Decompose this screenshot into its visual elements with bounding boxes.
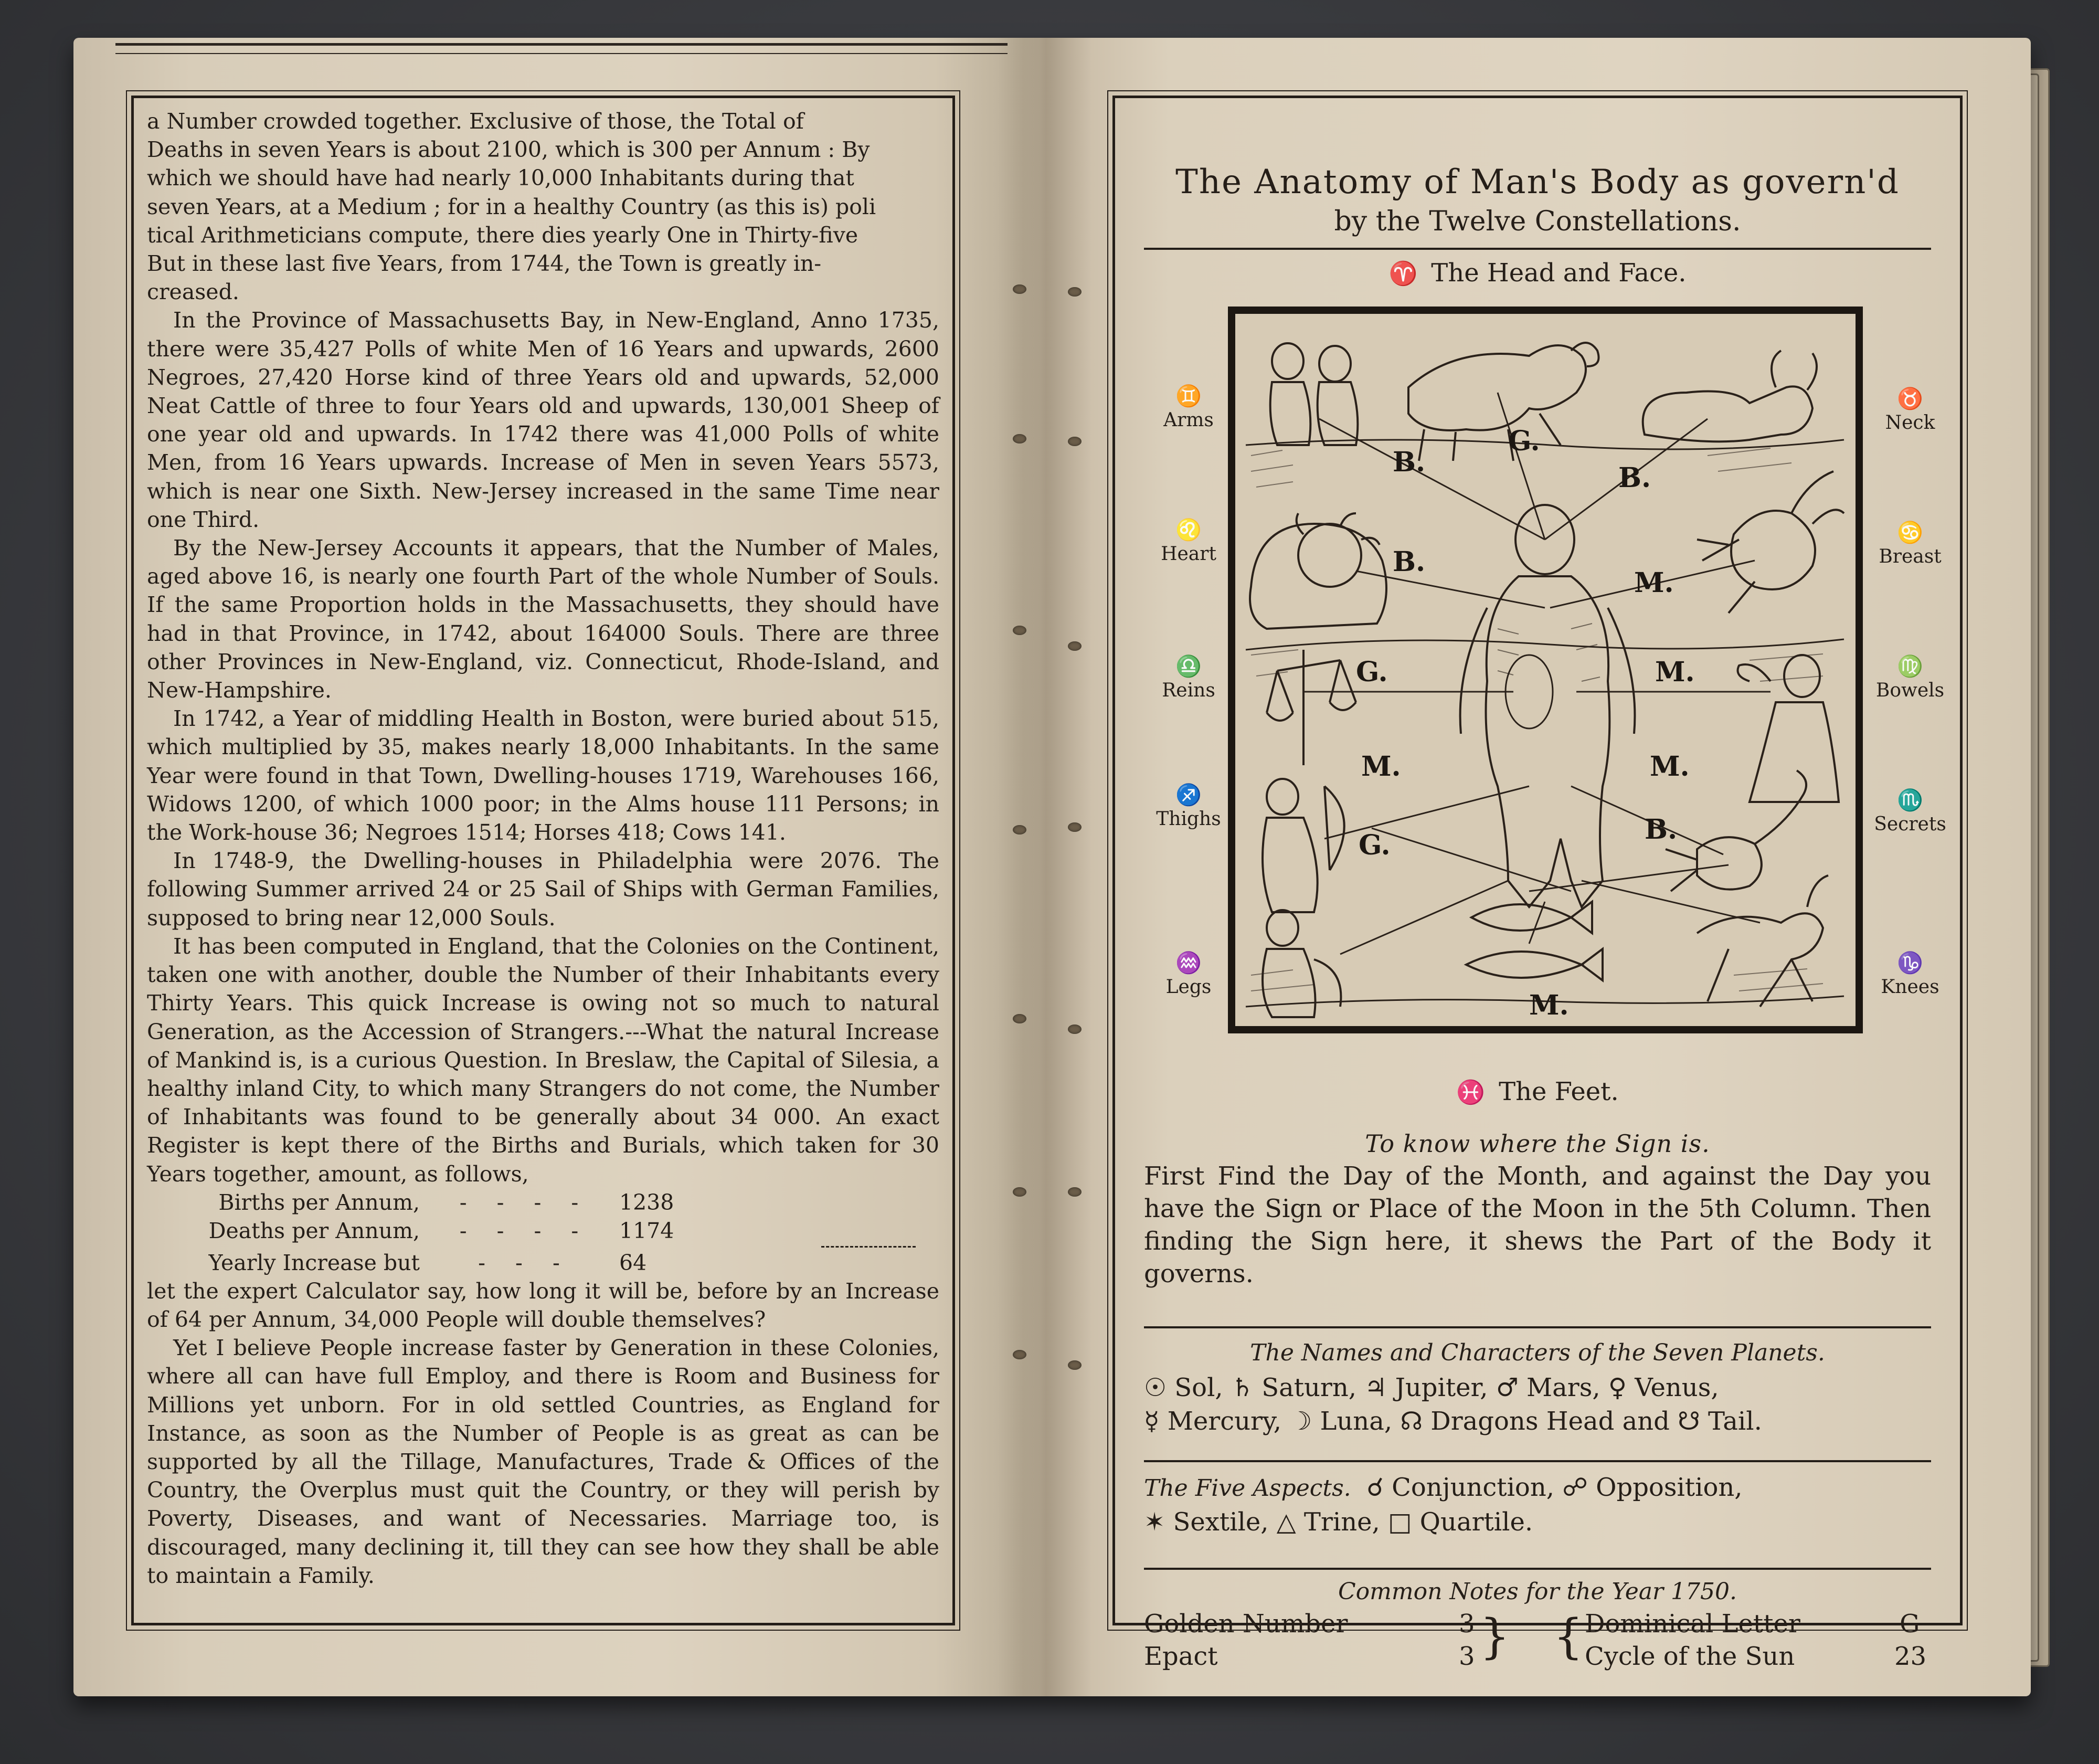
notes-value: 3 bbox=[1459, 1642, 1475, 1671]
woodcut-illustration bbox=[1235, 314, 1856, 1026]
stitch-hole bbox=[1068, 1187, 1082, 1197]
head-sign-caption bbox=[1123, 258, 1952, 288]
table-value: 64 bbox=[619, 1250, 647, 1275]
stitch-hole bbox=[1068, 437, 1082, 446]
zodiac-label-secrets bbox=[1873, 788, 1947, 837]
label-text: Heart bbox=[1161, 543, 1216, 565]
aspect-letter: G. bbox=[1359, 829, 1391, 861]
capricorn-icon: ♑ bbox=[1897, 951, 1923, 975]
paragraph-believe: Yet I believe People increase faster by Generation in these Colonies, where all can have full Employ, and there is Room and Business for Millions yet unborn. For in old settled Countries, as England for Instance, as soon as the Number of People is as great as can be supported by all the Tillage, Manufactures, Trade & Offices of the Country, the Overplus must quit the Country, or they will perish by Poverty, Diseases, and want of Necessaries. Marriage too, is discouraged, many declining it, till they can see how they shall be able to maintain a Family. bbox=[147, 1335, 939, 1588]
zodiac-label-neck bbox=[1873, 387, 1947, 435]
stitch-hole bbox=[1013, 1014, 1026, 1023]
table-rule bbox=[821, 1246, 916, 1248]
paragraph-new-jersey: By the New-Jersey Accounts it appears, that the Number of Males, aged above 16, is nearly one fourth Part of the whole Number of Souls. If the same Proportion holds in the Massachusetts, they should have had in that Province, in 1742, about 164000 Souls. There are three other Provinces in New-England, viz. Connecticut, Rhode-Island, and New-Hampshire. bbox=[147, 535, 939, 703]
virgo-icon: ♍ bbox=[1897, 654, 1923, 679]
table-label: Births per Annum, bbox=[218, 1189, 420, 1215]
stitch-hole bbox=[1013, 626, 1026, 635]
paragraph-province: In the Province of Massachusetts Bay, in New-England, Anno 1735, there were 35,427 Polls of white Men of 16 Years and upwards, 2600 Negroes, 27,420 Horse kind of three Years old and upwards, 52,000 Neat Cattle of three to four Years old and upwards, 130,001 Sheep of one year old and upwards. In 1742 there was 41,000 Polls of white Men, from 16 Years upwards. Increase of Men in seven Years 5573, which is near one Sixth. New-Jersey increased in the same Time near one Third. bbox=[147, 308, 939, 532]
stitch-hole bbox=[1013, 284, 1026, 294]
paragraph-philadelphia: In 1748-9, the Dwelling-houses in Philadelphia were 2076. The following Summer arrived 24 or 25 Sail of Ships with German Families, supposed to bring near 12,000 Souls. bbox=[147, 848, 939, 931]
aspect-letter: B. bbox=[1645, 814, 1678, 846]
divider bbox=[1144, 248, 1931, 250]
feet-sign-label: The Feet. bbox=[1499, 1077, 1619, 1106]
text-line: seven Years, at a Medium ; for in a healthy Country (as this is) poli bbox=[147, 194, 876, 219]
zodiac-man-woodcut bbox=[1228, 307, 1863, 1033]
zodiac-label-arms bbox=[1152, 384, 1225, 432]
text-line: which we should have had nearly 10,000 Inhabitants during that bbox=[147, 165, 854, 191]
stitch-hole bbox=[1013, 825, 1026, 835]
label-text: Neck bbox=[1885, 412, 1935, 434]
table-row bbox=[147, 1217, 939, 1245]
aspect-letter: M. bbox=[1529, 989, 1569, 1021]
left-page-text bbox=[147, 107, 939, 1590]
divider bbox=[1144, 1326, 1931, 1328]
notes-label: Epact bbox=[1144, 1642, 1218, 1671]
aspects-list bbox=[1144, 1471, 1931, 1539]
text-line: Deaths in seven Years is about 2100, which is 300 per Annum : By bbox=[147, 137, 870, 163]
aspects-line: ☌ Conjunction, ☍ Opposition, bbox=[1366, 1473, 1743, 1502]
notes-value: G bbox=[1900, 1609, 1920, 1639]
libra-icon: ♎ bbox=[1175, 654, 1202, 679]
stitch-hole bbox=[1068, 287, 1082, 297]
notes-label: Dominical Letter bbox=[1585, 1609, 1800, 1639]
aspects-line: ✶ Sextile, △ Trine, □ Quartile. bbox=[1144, 1507, 1533, 1537]
divider bbox=[1144, 1460, 1931, 1462]
scorpio-icon: ♏ bbox=[1897, 788, 1923, 812]
label-text: Knees bbox=[1881, 976, 1939, 998]
aspect-letter: B. bbox=[1393, 446, 1426, 478]
planets-line: ☉ Sol, ♄ Saturn, ♃ Jupiter, ♂ Mars, ♀ Venus, bbox=[1144, 1373, 1719, 1402]
howto-heading: To know where the Sign is. bbox=[1365, 1129, 1710, 1158]
howto-text: First Find the Day of the Month, and against the Day you have the Sign or Place of the Moon in the 5th Column. Then finding the Sign here, it shews the Part of the Body it governs. bbox=[1144, 1161, 1931, 1288]
paragraph-calculator: let the expert Calculator say, how long it will be, before by an Increase of 64 per Annum, 34,000 People will double themselves? bbox=[147, 1278, 939, 1332]
book-gutter bbox=[997, 38, 1091, 1696]
stitch-hole bbox=[1013, 1187, 1026, 1197]
zodiac-label-heart bbox=[1152, 518, 1225, 566]
zodiac-label-reins bbox=[1152, 654, 1225, 703]
text-line: creased. bbox=[147, 279, 239, 305]
notes-heading: Common Notes for the Year 1750. bbox=[1338, 1578, 1737, 1605]
text-line: a Number crowded together. Exclusive of those, the Total of bbox=[147, 109, 804, 134]
sagittarius-icon: ♐ bbox=[1175, 783, 1202, 807]
label-text: Secrets bbox=[1874, 814, 1946, 835]
opening-paragraph bbox=[147, 107, 939, 306]
aspect-letter: M. bbox=[1361, 751, 1401, 783]
zodiac-label-bowels bbox=[1873, 654, 1947, 703]
planets-line: ☿ Mercury, ☽ Luna, ☊ Dragons Head and ☋ Tail. bbox=[1144, 1407, 1762, 1436]
brace-icon: } bbox=[1480, 1609, 1510, 1664]
table-label: Yearly Increase but bbox=[208, 1250, 420, 1275]
stitch-hole bbox=[1068, 1360, 1082, 1370]
stitch-hole bbox=[1068, 1024, 1082, 1034]
aspect-letter: G. bbox=[1356, 656, 1388, 688]
notes-value: 3 bbox=[1459, 1609, 1475, 1639]
page-subtitle: by the Twelve Constellations. bbox=[1334, 206, 1741, 237]
zodiac-label-legs bbox=[1152, 951, 1225, 999]
aspect-letter: G. bbox=[1508, 425, 1540, 457]
planets-heading: The Names and Characters of the Seven Planets. bbox=[1250, 1339, 1825, 1366]
text-line: But in these last five Years, from 1744, the Town is greatly in- bbox=[147, 251, 822, 277]
label-text: Thighs bbox=[1156, 808, 1221, 830]
brace-icon: { bbox=[1553, 1609, 1584, 1664]
table-dashes: - - - - bbox=[459, 1189, 590, 1215]
page-title: The Anatomy of Man's Body as govern'd bbox=[1175, 163, 1900, 202]
label-text: Bowels bbox=[1875, 680, 1945, 701]
births-deaths-table bbox=[147, 1188, 939, 1277]
stitch-hole bbox=[1068, 641, 1082, 651]
cancer-icon: ♋ bbox=[1897, 521, 1923, 545]
table-dashes: - - - - bbox=[459, 1218, 590, 1243]
zodiac-label-breast bbox=[1873, 521, 1947, 569]
notes-label: Golden Number bbox=[1144, 1609, 1348, 1639]
stitch-hole bbox=[1013, 1350, 1026, 1359]
paragraph-boston: In 1742, a Year of middling Health in Boston, were buried about 515, which multiplied by 35, makes nearly 18,000 Inhabitants. In the same Year were found in that Town, Dwelling-houses 1719, Warehouses 166, Widows 1200, of which 1000 poor; in the Alms house 111 Persons; in the Work-house 36; Negroes 1514; Horses 418; Cows 141. bbox=[147, 706, 939, 846]
paragraph-computed: It has been computed in England, that the Colonies on the Continent, taken one with another, double the Number of their Inhabitants every Thirty Years. This quick Increase is owing not so much to natural Generation, as the Accession of Strangers.---What the natural Increase of Mankind is, is a curious Question. In Breslaw, the Capital of Silesia, a healthy inland City, to which many Strangers do not come, the Number of Inhabitants was found to be generally about 34 000. An exact Register is kept there of the Births and Burials, which taken for 30 Years together, amount, as follows, bbox=[147, 933, 939, 1187]
aspect-letter: M. bbox=[1655, 656, 1695, 688]
aries-icon: ♈ bbox=[1388, 260, 1418, 287]
pisces-icon: ♓ bbox=[1456, 1079, 1486, 1106]
aspect-letter: B. bbox=[1618, 462, 1651, 494]
stitch-hole bbox=[1013, 434, 1026, 443]
table-label: Deaths per Annum, bbox=[208, 1218, 420, 1243]
text-line: tical Arithmeticians compute, there dies yearly One in Thirty-five bbox=[147, 222, 858, 248]
table-dashes: - - - bbox=[478, 1250, 571, 1275]
label-text: Reins bbox=[1162, 680, 1215, 701]
label-text: Breast bbox=[1879, 546, 1942, 567]
divider bbox=[1144, 1568, 1931, 1570]
gemini-icon: ♊ bbox=[1175, 384, 1202, 408]
label-text: Arms bbox=[1163, 409, 1214, 431]
taurus-icon: ♉ bbox=[1897, 387, 1923, 411]
aquarius-icon: ♒ bbox=[1175, 951, 1202, 975]
planets-list bbox=[1144, 1371, 1931, 1438]
aspect-letter: B. bbox=[1393, 546, 1426, 578]
zodiac-label-thighs bbox=[1152, 783, 1225, 831]
zodiac-label-knees bbox=[1873, 951, 1947, 999]
feet-sign-caption bbox=[1123, 1077, 1952, 1106]
aspects-heading: The Five Aspects. bbox=[1144, 1475, 1351, 1502]
leo-icon: ♌ bbox=[1175, 518, 1202, 542]
table-value: 1238 bbox=[619, 1189, 674, 1215]
top-rule bbox=[115, 43, 1008, 54]
stitch-hole bbox=[1068, 822, 1082, 832]
label-text: Legs bbox=[1165, 976, 1212, 998]
head-sign-label: The Head and Face. bbox=[1431, 258, 1687, 288]
notes-label: Cycle of the Sun bbox=[1585, 1642, 1795, 1671]
table-value: 1174 bbox=[619, 1218, 674, 1243]
table-row bbox=[147, 1188, 939, 1217]
aspect-letter: M. bbox=[1650, 751, 1690, 783]
table-row bbox=[147, 1249, 939, 1277]
almanac-spread bbox=[73, 38, 2031, 1696]
notes-value: 23 bbox=[1894, 1642, 1927, 1671]
aspect-letter: M. bbox=[1634, 567, 1674, 599]
